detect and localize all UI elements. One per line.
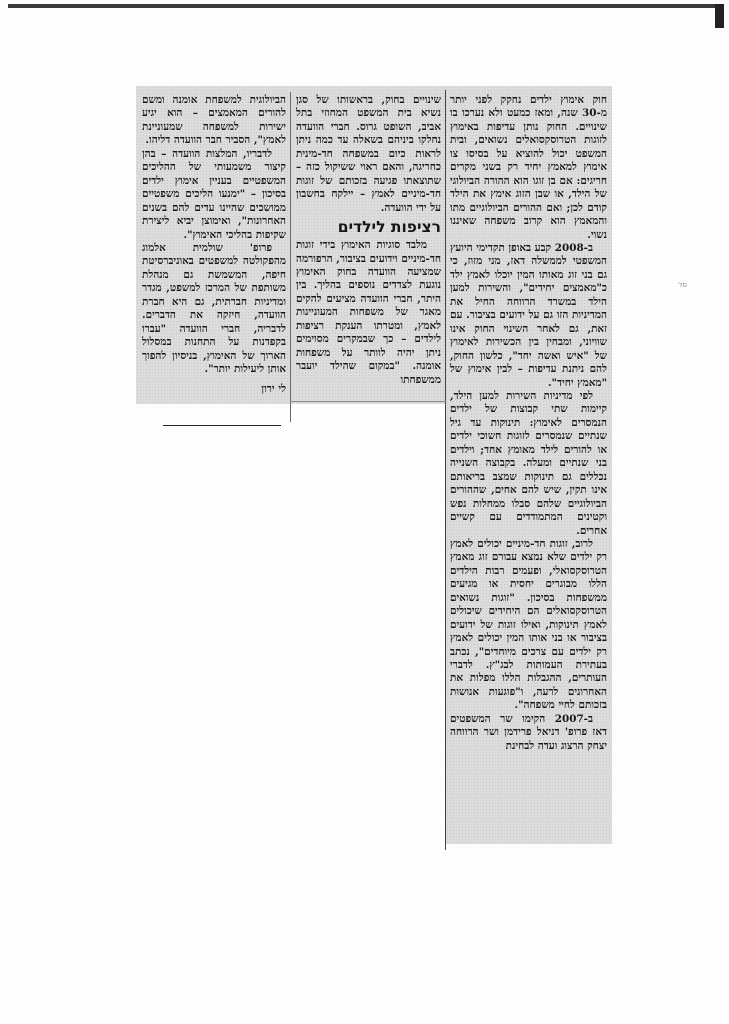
paragraph: ב-2007 הקימו שר המשפטים דאז פרופ' דניאל פרידמן ושר הרווחה יצחק הרצוג ועדה לבחינת: [450, 712, 607, 752]
column-divider-mid: [290, 92, 291, 422]
column-divider-right: [445, 90, 446, 850]
article-middle-column: [296, 94, 441, 387]
clipping-bottom-rule: [163, 425, 281, 426]
paragraph: לדבריו, המלצות הוועדה – בהן קיצור משמעותי של ההליכים המשפטיים בעניין אימוץ ילדים בסיכון – "ימנעו הליכים משפטיים ממושכים שהיינו עדים להם בשנים האחרונות", ואימוצן יביא ליצירת שקיפות בהליכי האימוץ".: [142, 147, 286, 241]
paragraph: לפי מדיניות השירות למען הילד, קיימות שתי קבוצות של ילדים הנמסרים לאימוץ: תינוקות עד גיל שנתיים שנמסרים לזוגות חשוכי ילדים או להורים לילד מאומץ אחד; וילדים בני שנתיים ומעלה. בקבוצה השנייה נכללים גם תינוקות שמצב בריאותם אינו תקין, שיש להם אחים, שההורים הביולוגיים שלהם סבלו ממחלות נפש וקטינים המתמודדים עם קשיים אחרים.: [450, 389, 607, 537]
subheading: רציפות לילדים: [337, 218, 441, 237]
paragraph: פרופ' שולמית אלמוג מהפקולטה למשפטים באוניברסיטת חיפה, המשמשת גם מנהלת משותפת של המרכז למשפט, מגדר ומדיניות חברתית, גם היא חברת הוועדה, חיזקה את הדברים. לדבריה, חברי הוועדה "עברו בקפדנות על התחנות במסלול הארוך של האימוץ, בניסיון להפוך אותן ליעילות יותר".: [142, 241, 286, 376]
paragraph: ב-2008 קבע באופן תקדימי היועץ המשפטי לממשלה דאז, מני מזוז, כי גם בני זוג מאותו המין יוכלו לאמץ ילד כ"מאמצים יחידים", והשירות למען הילד במשרד הרווחה החיל את המדיניות הזו גם על ידועים בציבור. עם זאת, גם לאחר השינוי החוק אינו שוויוני, ומבחין בין הכשירות לאימוץ של "איש ואשה יחד", כלשון החוק, להם ניתנת עדיפות – לבין אימוץ של "מאמץ יחיד".: [450, 241, 607, 389]
byline: לי ירון: [261, 382, 286, 395]
paragraph: שינויים בחוק, בראשותו של סגן נשיא בית המשפט המחוזי בתל אביב, השופט גרוס. חברי הוועדה נחלקו ביניהם בשאלה עד כמה ניתן לראות כיום במשפחה חד-מינית כחריגה, והאם ראוי ששיקול כזה – שתוצאתו פגיעה בזכותם של זוגות חד-מיניים לאמץ – יילקח בחשבון על ידי הוועדה.: [296, 94, 441, 214]
article-right-column: [450, 94, 607, 753]
middle-bottom-rule: [290, 401, 446, 402]
paragraph: מלבד סוגיות האימוץ בידי זוגות חד-מיניים וידועים בציבור, הרפורמה שמציעה הוועדה בחוק האימוץ נוגעת לצדדים נוספים בהליך. בין היתר, חברי הוועדה מציעים להקים מאגר של משפחות המעוניינות לאמץ, ומטרתו הענקת רציפות לילדים – כך שבמקרים מסוימים ניתן יהיה לוותר על משפחות אומנה. "במקום שהילד יועבר ממשפחתו: [296, 239, 441, 386]
scan-corner-mark: [715, 4, 724, 28]
article-left-column: [142, 94, 286, 396]
page-mark: 'סז: [678, 281, 687, 289]
paragraph: הביולוגית למשפחת אומנה ומשם להורים המאמצים – הוא יגיע ישירות למשפחה שמעוניינת לאמץ", הסביר חבר הוועדה דליהו.: [142, 94, 286, 147]
paragraph: לרוב, זוגות חד-מיניים יכולים לאמץ רק ילדים שלא נמצא עבורם זוג מאמץ הטרוסקסואלי, ופעמים רבות הילדים הללו מבוגרים יחסית או מגיעים ממשפחות בסיכון. "זוגות נשואים הטרוסקסואלים הם היחידים שיכולים לאמץ תינוקות, ואילו זוגות של ידועים בציבור או בני אותו המין יכולים לאמץ רק ילדים עם צרכים מיוחדים", נכתב בעתירת העמותות לבג"ץ. לדברי העותרים, ההגבלות הללו מפלות את האחרונים לרעה, ו"פוגעות אנושות בזכותם לחיי משפחה".: [450, 537, 607, 712]
paragraph: חוק אימוץ ילדים נחקק לפני יותר מ-30 שנה, ומאז כמעט ולא נערכו בו שינויים. החוק נותן עדיפות באימוץ לזוגות הטרוסקסואלים נשואים, ובית המשפט יכול להוציא על בסיסו צו אימוץ למאמץ יחיד רק בשני מקרים חריגים: אם בן זוגו הוא ההורה הביולוגי של הילד, או שבן הזוג אימץ את הילד קודם לכן; ואם ההורים הביולוגיים מתו והמאמץ הוא קרוב משפחה שאיננו נשוי.: [450, 94, 607, 241]
scan-top-border: [8, 4, 720, 8]
